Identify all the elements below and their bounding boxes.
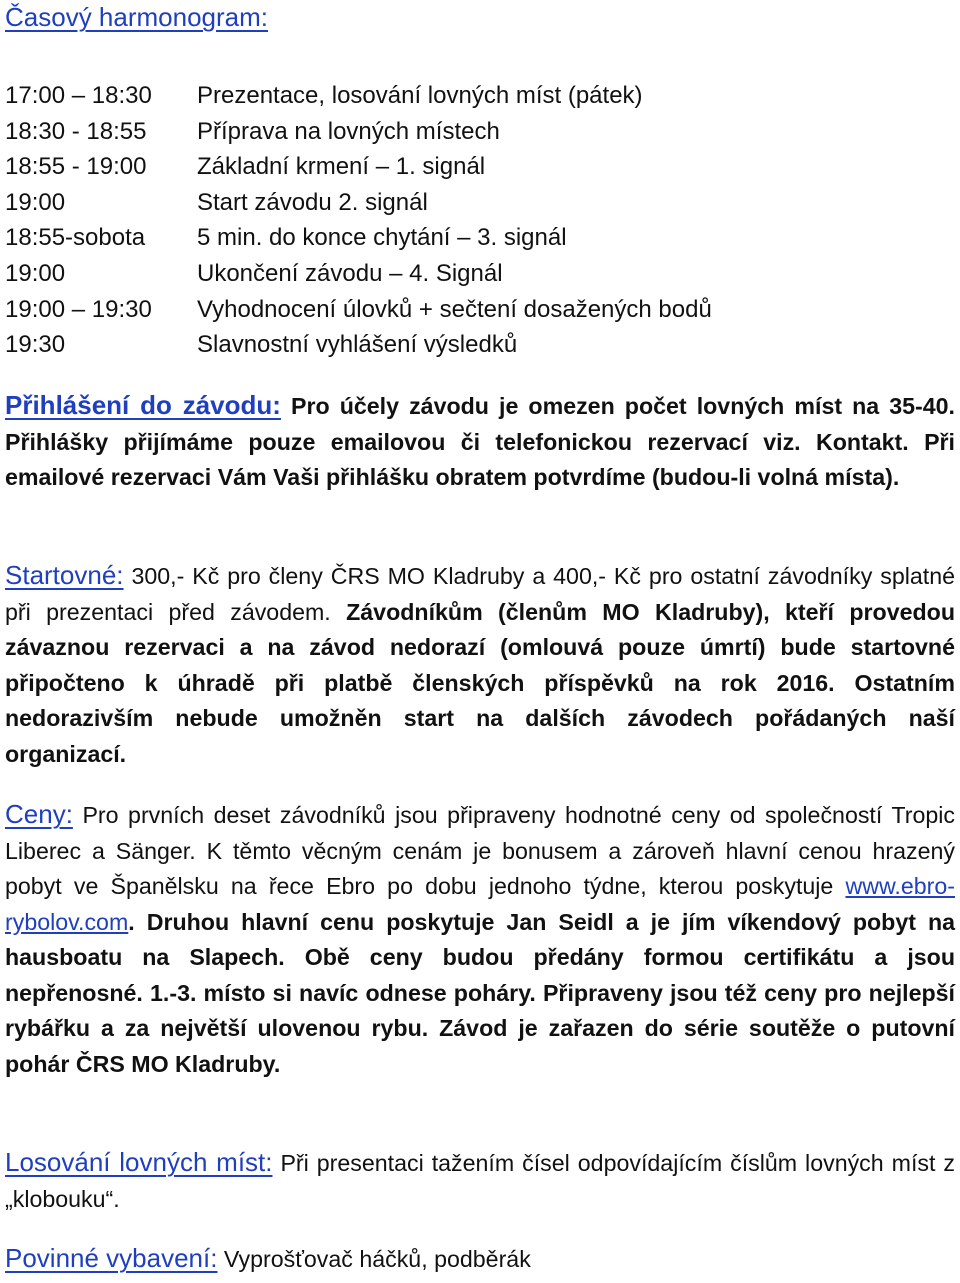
draw-text: Při presentaci tažením čísel odpovídajícím číslům lovných míst z „klobouku“. <box>5 1150 955 1212</box>
schedule-desc: Start závodu 2. signál <box>197 188 428 216</box>
schedule-row <box>5 327 712 363</box>
registration-heading: Přihlášení do závodu: <box>5 390 281 420</box>
registration-section <box>5 388 955 496</box>
fee-text-1: 300,- Kč pro členy ČRS MO Kladruby a 400,- Kč pro ostatní závodníky splatné při prezentaci před závodem. <box>5 563 955 625</box>
fee-text-2: Závodníkům (členům MO Kladruby), kteří provedou závaznou rezervaci a na závod nedorazí (omlouvá pouze úmrtí) bude startovné připočteno k úhradě při platbě členských příspěvků na rok 2016. Ostatním nedorazivším nebude umožněn start na dalších závodech pořádaných naší organizací. <box>5 598 955 767</box>
prizes-section <box>5 797 955 1082</box>
ebro-link[interactable]: www.ebro-rybolov.com <box>5 873 955 935</box>
schedule-desc: Příprava na lovných místech <box>197 117 500 145</box>
draw-section <box>5 1145 955 1217</box>
registration-text: Pro účely závodu je omezen počet lovných míst na 35-40. Přihlášky přijímáme pouze emailovou či telefonickou rezervací viz. Kontakt. Při emailové rezervaci Vám Vaši přihlášku obratem potvrdíme (budou-li volná místa). <box>5 393 955 490</box>
schedule-time: 19:00 – 19:30 <box>5 295 152 323</box>
schedule-time: 18:55 - 19:00 <box>5 153 147 181</box>
schedule-time: 18:55-sobota <box>5 224 146 252</box>
schedule-time: 19:30 <box>5 331 66 359</box>
schedule-time: 19:00 <box>5 188 66 216</box>
schedule-title: Časový harmonogram: <box>5 2 268 32</box>
draw-heading: Losování lovných míst: <box>5 1147 273 1177</box>
schedule-time: 17:00 – 18:30 <box>5 82 152 109</box>
fee-heading: Startovné: <box>5 560 124 590</box>
prizes-text-1: Pro prvních deset závodníků jsou připraveny hodnotné ceny od společností Tropic Liberec a Sänger. K těmto věcným cenám je bonusem a zároveň hlavní cenou hrazený pobyt ve Španělsku na řece Ebro po dobu jednoho týdne, kterou poskytuje <box>5 802 955 899</box>
schedule-row <box>5 185 712 221</box>
schedule-desc: Prezentace, losování lovných míst (pátek) <box>197 82 643 109</box>
schedule-row <box>5 78 712 114</box>
fee-section <box>5 558 955 772</box>
prizes-text-2: . Druhou hlavní cenu poskytuje Jan Seidl a je jím víkendový pobyt na hausboatu na Slapech. Obě ceny budou předány formou certifikátu a jsou nepřenosné. 1.-3. místo si navíc odnese poháry. Připraveny jsou též ceny pro nejlepší rybářku a za největší ulovenou rybu. Závod je zařazen do série soutěže o putovní pohár ČRS MO Kladruby. <box>5 908 955 1077</box>
schedule-desc: Základní krmení – 1. signál <box>197 153 486 181</box>
schedule-row <box>5 292 712 328</box>
equipment-heading: Povinné vybavení: <box>5 1243 218 1273</box>
schedule-desc: Slavnostní vyhlášení výsledků <box>197 331 518 359</box>
equipment-text: Vyprošťovač háčků, podběrák <box>217 1246 531 1272</box>
prizes-heading: Ceny: <box>5 799 73 829</box>
schedule-row <box>5 114 712 150</box>
schedule-desc: Vyhodnocení úlovků + sečtení dosažených bodů <box>197 295 712 323</box>
equipment-section <box>5 1241 955 1278</box>
schedule-row <box>5 149 712 185</box>
schedule-desc: Ukončení závodu – 4. Signál <box>197 259 503 287</box>
schedule-desc: 5 min. do konce chytání – 3. signál <box>197 224 567 252</box>
schedule-row <box>5 256 712 292</box>
schedule-row <box>5 220 712 256</box>
schedule-time: 18:30 - 18:55 <box>5 117 147 145</box>
schedule-time: 19:00 <box>5 259 66 287</box>
schedule-table <box>5 78 712 363</box>
